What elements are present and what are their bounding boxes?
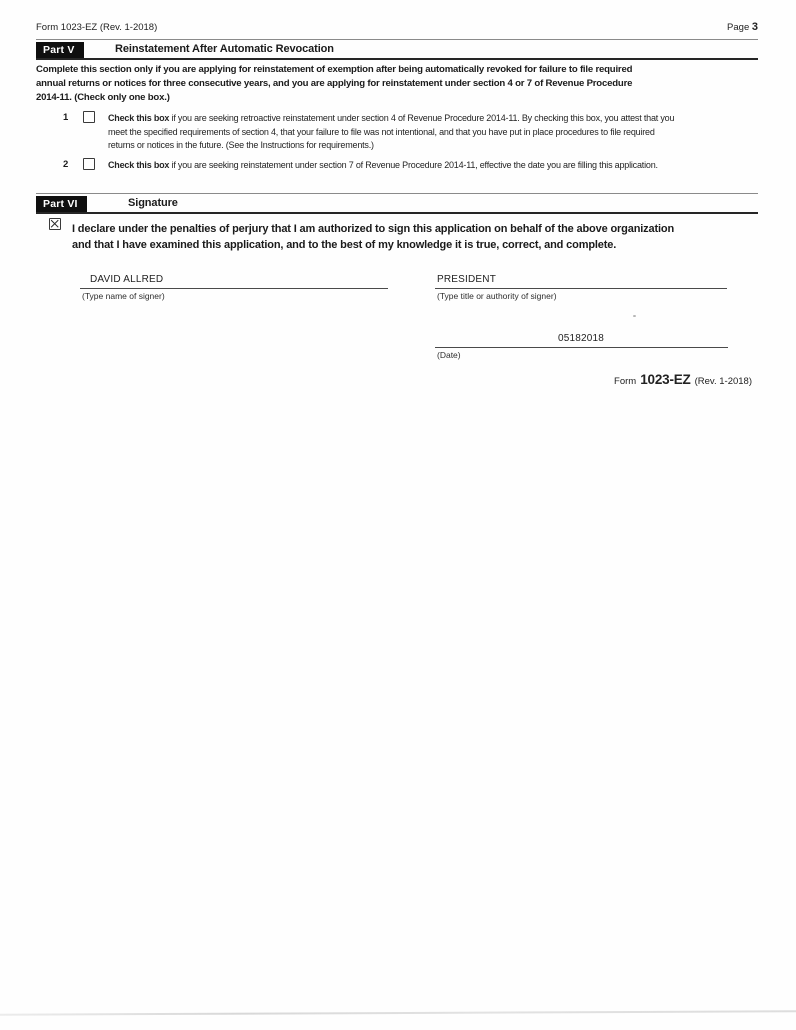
part5-instructions-line: 2014-11. (Check only one box.) (36, 92, 170, 103)
page-header (36, 21, 758, 33)
footer-revision: (Rev. 1-2018) (694, 376, 752, 387)
footer-form-word: Form (614, 376, 637, 387)
item2-text (108, 159, 658, 173)
part5-label-box: Part V (36, 42, 84, 58)
part6-header-rule (36, 212, 758, 214)
item1-number: 1 (63, 112, 69, 123)
item1-text-line: meet the specified requirements of section 4, that your failure to file was not intentional, and that you have put in place procedures to file required (108, 126, 655, 137)
declaration-line: I declare under the penalties of perjury that I am authorized to sign this application on behalf of the above organization (72, 223, 675, 235)
item2-number: 2 (63, 159, 69, 170)
item1-text (108, 112, 674, 153)
form-footer (614, 372, 752, 387)
part6-top-rule (36, 193, 758, 194)
footer-form-number: 1023-EZ (640, 372, 691, 387)
part6-title: Signature (128, 197, 178, 209)
page-number: Page 3 (727, 21, 758, 33)
form-id-header: Form 1023-EZ (Rev. 1-2018) (36, 22, 158, 33)
part6-label-box: Part VI (36, 196, 87, 212)
part5-instructions-line: annual returns or notices for three consecutive years, and you are applying for reinstatement under section 4 or 7 of Revenue Procedure (36, 78, 633, 89)
item1-checkbox[interactable] (83, 111, 95, 123)
part5-instructions-line: Complete this section only if you are applying for reinstatement of exemption after being automatically revoked for failure to file required (36, 64, 633, 75)
part5-header (36, 42, 758, 58)
signer-name-value[interactable]: DAVID ALLRED (90, 274, 164, 285)
item1-text-line: Check this box if you are seeking retroactive reinstatement under section 4 of Revenue Procedure 2014-11. By checking this box, you attest that you (108, 113, 675, 123)
signer-title-value[interactable]: PRESIDENT (437, 274, 497, 285)
paper-bottom-edge (0, 1010, 796, 1015)
signer-name-caption: (Type name of signer) (82, 291, 165, 301)
signer-title-line (435, 288, 727, 289)
date-line (435, 347, 728, 348)
signer-name-line (80, 288, 388, 289)
item2-text-line: Check this box if you are seeking reinstatement under section 7 of Revenue Procedure 2014-11, effective the date you are filling this application. (108, 160, 658, 170)
date-value[interactable]: 05182018 (557, 333, 605, 344)
signer-title-caption: (Type title or authority of signer) (437, 291, 557, 301)
part6-header (36, 196, 758, 212)
item1-text-line: returns or notices in the future. (See the Instructions for requirements.) (108, 140, 374, 150)
header-rule (36, 39, 758, 40)
part5-header-rule (36, 58, 758, 60)
date-caption: (Date) (437, 350, 461, 360)
declaration-checkbox[interactable] (49, 218, 61, 230)
checkbox-x-icon (50, 219, 59, 228)
scan-speck (633, 315, 636, 317)
declaration-text (72, 222, 674, 253)
part5-title: Reinstatement After Automatic Revocation (115, 43, 334, 55)
item2-checkbox[interactable] (83, 158, 95, 170)
part5-instructions (36, 63, 632, 105)
declaration-line: and that I have examined this application, and to the best of my knowledge it is true, correct, and complete. (72, 238, 617, 251)
